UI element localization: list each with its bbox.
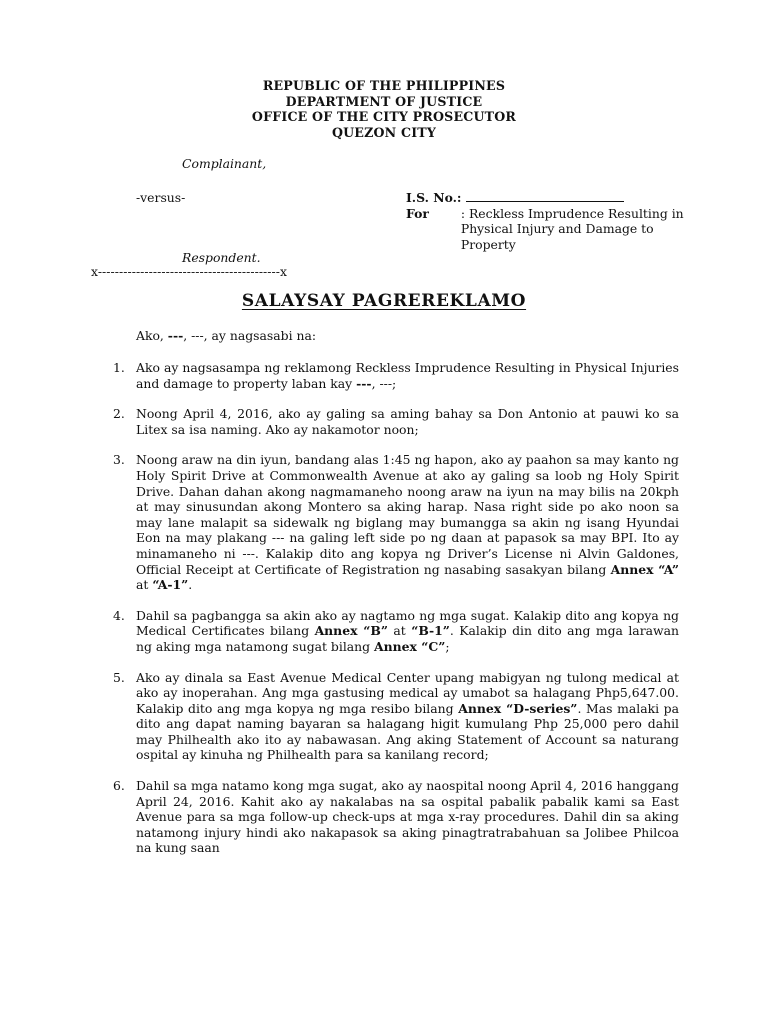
list-item — [113, 670, 679, 764]
document-header — [0, 78, 768, 140]
item-bold-part: --- — [356, 375, 372, 391]
item-number: 5. — [113, 669, 125, 685]
item-text-part: Dahil sa mga natamo kong mga sugat, ako ay naospital noong April 4, 2016 hanggang April 24, 2016. Kahit ako ay nakalabas na sa ospital pabalik pabalik kami sa East Avenue para sa mga follow-up check-ups at mga x-ray procedures. Dahil din sa aking natamong injury hindi ako nakapasok sa aking pinagtratrabahuan sa Jolibee Philcoa na kung saan — [136, 778, 679, 856]
is-number-blank — [466, 190, 624, 202]
item-text-part: Dahil sa pagbangga sa akin ako ay nagtamo ng mga sugat. Kalakip dito ang kopya ng Medical Certificates bilang — [136, 607, 679, 639]
item-text-part: . Kalakip din dito ang mga larawan ng aking mga natamong sugat bilang — [136, 623, 679, 654]
list-item — [113, 360, 679, 391]
item-number: 2. — [113, 406, 125, 422]
statement-list — [113, 360, 679, 871]
respondent-label: Respondent. — [182, 250, 261, 265]
list-item — [113, 452, 679, 592]
intro-line — [136, 328, 316, 344]
list-item — [113, 406, 679, 437]
document-title-text: SALAYSAY PAGREREKLAMO — [241, 291, 527, 311]
intro-name-blank: --- — [167, 328, 184, 343]
intro-text: Ako, — [136, 328, 168, 343]
is-number-label: I.S. No.: — [406, 190, 462, 205]
item-text-part: . Mas malaki pa dito ang dapat naming bayaran sa halagang higit kumulang Php 25,000 pero dahil may Philhealth ako ito ay nabawasan. Ang aking Statement of Account sa naturang ospital ay kinuha ng Philhealth para sa kanilang record; — [136, 700, 680, 763]
item-text — [136, 778, 679, 856]
item-bold-part: “A-1” — [152, 577, 189, 593]
item-text-part: Noong araw na din iyun, bandang alas 1:45 ng hapon, ako ay paahon sa may kanto ng Holy Spirit Drive at Commonwealth Avenue at ako ay galing sa loob ng Holy Spirit Drive. Dahan dahan akong nagmamaneho noong araw na iyun na may bilis na 20kph at may sinusundan akong Montero sa aking harap. Nasa right side po ako noon sa may lane malapit sa sidewalk ng biglang may bumangga sa akin ng isang Hyundai Eon na may plakang --- na galing left side po ng daan at papasok sa may BPI. Ito ay minamaneho ni ---. Kalakip dito ang kopya ng Driver’s License ni Alvin Galdones, Official Receipt at Certificate of Registration ng nasabing sasakyan bilang — [136, 452, 679, 577]
item-text-part: Noong April 4, 2016, ako ay galing sa aming bahay sa Don Antonio at pauwi ko sa Litex sa isa naming. Ako ay nakamotor noon; — [136, 406, 679, 437]
item-bold-part: Annex “C” — [374, 638, 446, 654]
item-text-part: at — [136, 577, 153, 593]
for-label: For — [406, 205, 429, 221]
item-number: 6. — [113, 778, 125, 794]
document-title — [0, 291, 768, 311]
item-text — [136, 406, 679, 437]
item-text — [136, 670, 679, 764]
item-bold-part: Annex “B” — [314, 623, 388, 639]
item-bold-part: Annex “A” — [610, 561, 679, 577]
header-line-republic: REPUBLIC OF THE PHILIPPINES — [262, 78, 506, 93]
item-text — [136, 452, 679, 592]
header-line-office: OFFICE OF THE CITY PROSECUTOR — [251, 109, 517, 124]
is-number-row — [406, 190, 696, 206]
header-line-department: DEPARTMENT OF JUSTICE — [285, 93, 483, 109]
item-number: 4. — [113, 607, 125, 623]
for-row — [406, 206, 696, 253]
item-number: 1. — [113, 360, 125, 375]
header-line-city: QUEZON CITY — [331, 124, 437, 140]
item-text — [136, 608, 679, 655]
item-text-part: Ako ay dinala sa East Avenue Medical Center upang mabigyan ng tulong medical at ako ay inoperahan. Ang mga gastusing medical ay umabot sa halagang Php5,647.00. Kalakip dito ang mga kopya ng mga resibo bilang — [136, 669, 679, 716]
list-item — [113, 778, 679, 856]
case-info-block — [406, 190, 696, 252]
for-value: : Reckless Imprudence Resulting in Physical Injury and Damage to Property — [460, 205, 684, 252]
versus-label: -versus- — [136, 190, 186, 205]
item-text-part: at — [387, 623, 412, 639]
caption-divider: x-------------------------------------------x — [91, 264, 288, 279]
item-number: 3. — [113, 452, 125, 468]
list-item — [113, 608, 679, 655]
item-bold-part: Annex “D-series” — [458, 700, 578, 716]
complainant-label: Complainant, — [182, 156, 267, 171]
item-bold-part: “B-1” — [411, 623, 450, 639]
item-text-part: . — [188, 577, 193, 593]
item-text-part: Ako ay nagsasampa ng reklamong Reckless Imprudence Resulting in Physical Injuries and damage to property laban kay — [136, 360, 679, 391]
intro-text-end: , ---, ay nagsasabi na: — [183, 328, 317, 343]
item-text-part: , ---; — [371, 375, 397, 391]
item-text-part: ; — [445, 638, 450, 654]
item-text — [136, 360, 679, 391]
